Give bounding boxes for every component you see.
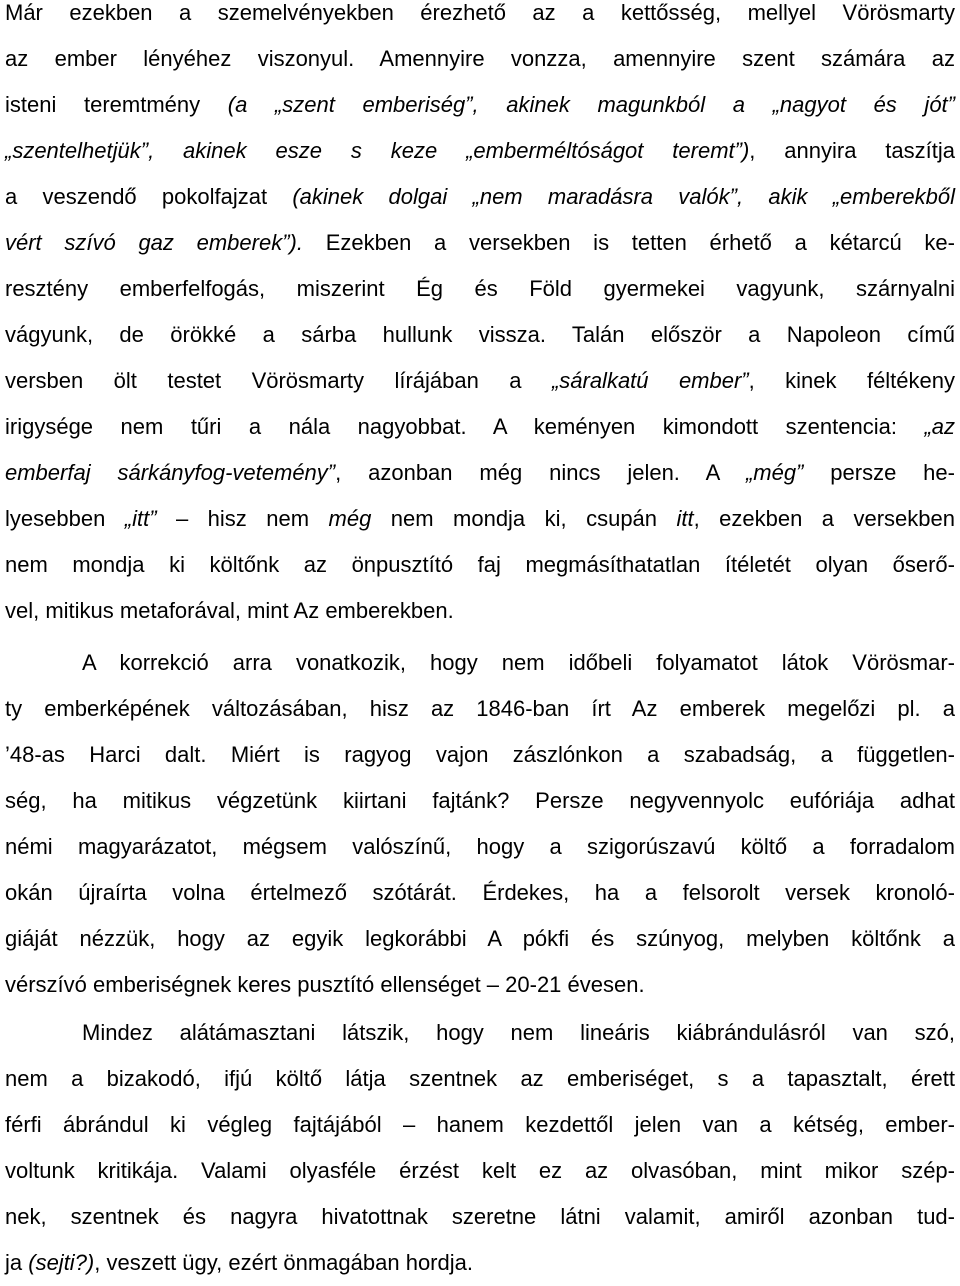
italic-text: „még” — [745, 460, 804, 485]
text-line — [5, 542, 955, 588]
text-line — [5, 916, 955, 962]
text-line — [5, 220, 955, 266]
text-line — [5, 1240, 955, 1286]
text-run: okán újraírta volna értelmező szótárát. Érdekes, ha a felsorolt versek kronoló- — [5, 880, 955, 905]
text-run: az ember lényéhez viszonyul. Amennyire vonzza, amennyire szent számára az — [5, 46, 955, 71]
text-run: nem mondja ki, csupán — [371, 506, 677, 531]
text-line — [5, 1148, 955, 1194]
text-line — [5, 0, 955, 36]
text-run: nek, szentnek és nagyra hivatottnak szeretne látni valamit, amiről azonban tud- — [5, 1204, 955, 1229]
text-run: A korrekció arra vonatkozik, hogy nem időbeli folyamatot látok Vörösmar- — [82, 650, 955, 675]
text-run: Már ezekben a szemelvényekben érezhető az a kettősség, mellyel Vörösmarty — [5, 0, 955, 25]
text-run: , kinek féltékeny — [748, 368, 956, 393]
text-run: Mindez alátámasztani látszik, hogy nem lineáris kiábrándulásról van szó, — [82, 1020, 955, 1045]
text-run: némi magyarázatot, mégsem valószínű, hogy a szigorúszavú költő a forradalom — [5, 834, 955, 859]
italic-text: (a „szent emberiség”, akinek magunkból a „nagyot és jót” — [227, 92, 955, 117]
text-line — [5, 128, 955, 174]
italic-text: vért szívó gaz emberek”). — [5, 230, 303, 255]
text-run: giáját nézzük, hogy az egyik legkorábbi A pókfi és szúnyog, melyben költőnk a — [5, 926, 955, 951]
text-line — [5, 778, 955, 824]
text-run: ség, ha mitikus végzetünk kiirtani fajtánk? Persze negyvennyolc eufóriája adhat — [5, 788, 955, 813]
text-line — [5, 870, 955, 916]
text-run: , veszett ügy, ezért önmagában hordja. — [94, 1250, 473, 1275]
text-run: ty emberképének változásában, hisz az 1846-ban írt Az emberek megelőzi pl. a — [5, 696, 955, 721]
text-run: , annyira taszítja — [749, 138, 955, 163]
italic-text: „az — [924, 414, 955, 439]
text-run: , ezekben a versekben — [693, 506, 955, 531]
text-run: a veszendő pokolfajzat — [5, 184, 293, 209]
text-line — [5, 450, 955, 496]
text-run: nem a bizakodó, ifjú költő látja szentnek az emberiséget, s a tapasztalt, érett — [5, 1066, 955, 1091]
text-line — [82, 640, 955, 686]
text-run: vel, mitikus metaforával, mint Az emberekben. — [5, 598, 454, 623]
text-run: lyesebben — [5, 506, 125, 531]
text-run: férfi ábrándul ki végleg fajtájából – hanem kezdettől jelen van a kétség, ember- — [5, 1112, 955, 1137]
text-run: ja — [5, 1250, 29, 1275]
text-line — [5, 1194, 955, 1240]
italic-text: „itt” — [124, 506, 157, 531]
text-line — [5, 358, 955, 404]
text-line — [5, 36, 955, 82]
text-line — [5, 266, 955, 312]
italic-text: emberfaj sárkányfog-vetemény” — [5, 460, 336, 485]
text-run: versben ölt testet Vörösmarty lírájában a — [5, 368, 552, 393]
text-line — [82, 1010, 955, 1056]
text-run: irigysége nem tűri a nála nagyobbat. A keményen kimondott szentencia: — [5, 414, 925, 439]
text-line — [5, 588, 955, 634]
text-run: persze he- — [803, 460, 955, 485]
text-line — [5, 686, 955, 732]
italic-text: „sáralkatú ember” — [551, 368, 749, 393]
text-line — [5, 1056, 955, 1102]
text-run: vágyunk, de örökké a sárba hullunk vissza. Talán először a Napoleon című — [5, 322, 955, 347]
text-run: ’48-as Harci dalt. Miért is ragyog vajon zászlónkon a szabadság, a független- — [5, 742, 955, 767]
text-line — [5, 962, 955, 1008]
text-line — [5, 732, 955, 778]
italic-text: itt — [676, 506, 694, 531]
text-run: – hisz nem — [156, 506, 329, 531]
text-line — [5, 82, 955, 128]
text-run: Ezekben a versekben is tetten érhető a kétarcú ke- — [302, 230, 955, 255]
text-run: vérszívó emberiségnek keres pusztító ellenséget – 20-21 évesen. — [5, 972, 645, 997]
text-run: , azonban még nincs jelen. A — [335, 460, 746, 485]
text-line — [5, 824, 955, 870]
text-run: resztény emberfelfogás, miszerint Ég és Föld gyermekei vagyunk, szárnyalni — [5, 276, 955, 301]
italic-text: (sejti?) — [28, 1250, 95, 1275]
italic-text: (akinek dolgai „nem maradásra valók”, akik „emberekből — [292, 184, 955, 209]
text-run: nem mondja ki költőnk az önpusztító faj megmásíthatatlan ítéletét olyan őserő- — [5, 552, 955, 577]
text-line — [5, 496, 955, 542]
text-line — [5, 404, 955, 450]
text-line — [5, 174, 955, 220]
italic-text: „szentelhetjük”, akinek esze s keze „emberméltóságot teremt”) — [5, 138, 750, 163]
text-line — [5, 1102, 955, 1148]
text-run: isteni teremtmény — [5, 92, 228, 117]
italic-text: még — [328, 506, 372, 531]
text-line — [5, 312, 955, 358]
text-run: voltunk kritikája. Valami olyasféle érzést kelt ez az olvasóban, mint mikor szép- — [5, 1158, 955, 1183]
